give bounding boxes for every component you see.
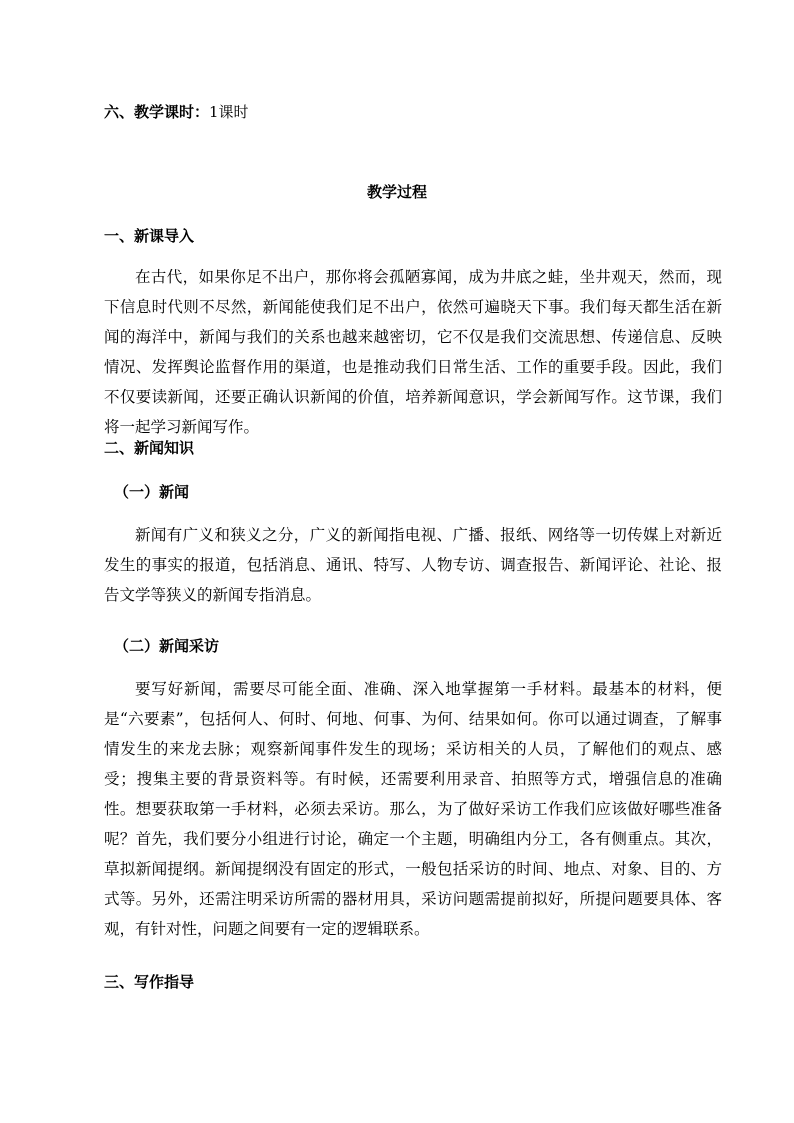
section6-value: 1课时	[209, 103, 249, 121]
section6-label: 六、教学课时：	[104, 103, 210, 121]
interview-subheading: （二）新闻采访	[114, 637, 220, 655]
intro-paragraph: 在古代，如果你足不出户，那你将会孤陋寡闻，成为井底之蛙，坐井观天，然而，现下信息时代则不尽然，新闻能使我们足不出户，依然可遍晓天下事。我们每天都生活在新闻的海洋中，新闻与我们的关系也越来越密切，它不仅是我们交流思想、传递信息、反映情况、发挥舆论监督作用的渠道，也是推动我们日常生活、工作的重要手段。因此，我们不仅要读新闻，还要正确认识新闻的价值，培养新闻意识，学会新闻写作。这节课，我们将一起学习新闻写作。	[104, 268, 722, 436]
writing-heading: 三、写作指导	[104, 973, 195, 991]
process-title: 教学过程	[366, 183, 427, 201]
knowledge-heading: 二、新闻知识	[104, 439, 195, 457]
intro-heading: 一、新课导入	[104, 227, 195, 245]
news-subheading: （一）新闻	[114, 483, 190, 501]
section6-heading	[104, 102, 249, 122]
news-paragraph: 新闻有广义和狭义之分，广义的新闻指电视、广播、报纸、网络等一切传媒上对新近发生的事实的报道，包括消息、通讯、特写、人物专访、调查报告、新闻评论、社论、报告文学等狭义的新闻专指消息。	[104, 526, 722, 604]
interview-paragraph: 要写好新闻，需要尽可能全面、准确、深入地掌握第一手材料。最基本的材料，便是“六要素”，包括何人、何时、何地、何事、为何、结果如何。你可以通过调查，了解事情发生的来龙去脉；观察新闻事件发生的现场；采访相关的人员，了解他们的观点、感受；搜集主要的背景资料等。有时候，还需要利用录音、拍照等方式，增强信息的准确性。想要获取第一手材料，必须去采访。那么，为了做好采访工作我们应该做好哪些准备呢？首先，我们要分小组进行讨论，确定一个主题，明确组内分工，各有侧重点。其次，草拟新闻提纲。新闻提纲没有固定的形式，一般包括采访的时间、地点、对象、目的、方式等。另外，还需注明采访所需的器材用具，采访问题需提前拟好，所提问题要具体、客观，有针对性，问题之间要有一定的逻辑联系。	[104, 680, 722, 938]
